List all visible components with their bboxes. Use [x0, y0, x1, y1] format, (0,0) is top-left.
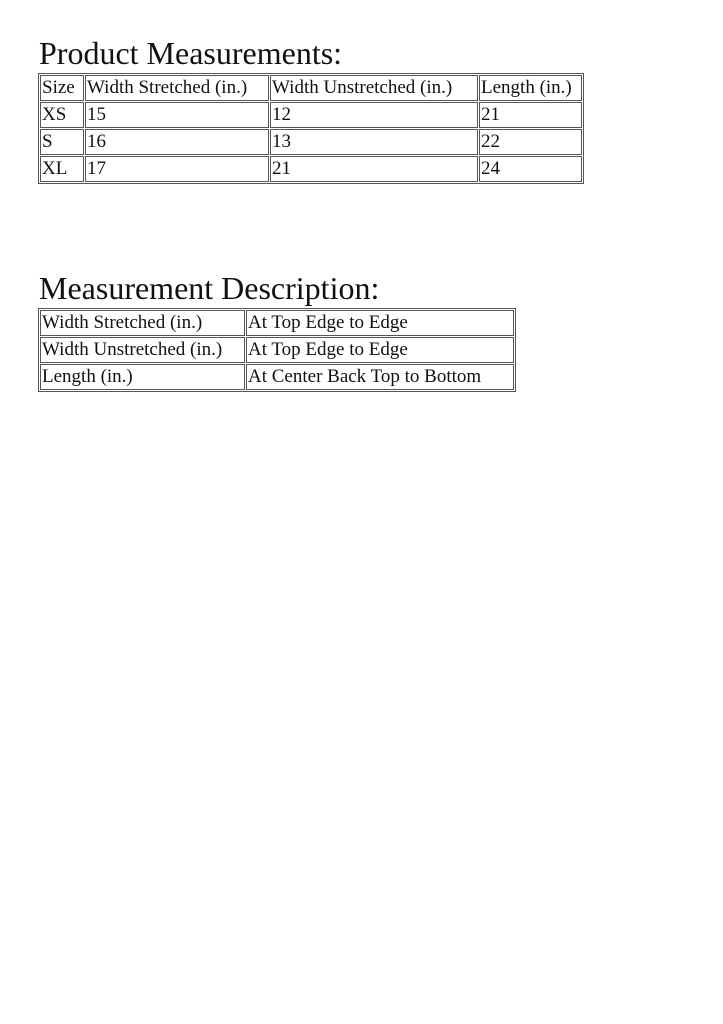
size-cell: XS: [40, 102, 84, 128]
measurement-location-cell: At Center Back Top to Bottom: [246, 364, 514, 390]
product-measurements-heading: Product Measurements:: [39, 35, 343, 71]
table-row: [40, 156, 582, 182]
measurement-location-cell: At Top Edge to Edge: [246, 337, 514, 363]
header-cell-size: Size: [40, 75, 84, 101]
measurement-description-heading: Measurement Description:: [39, 270, 380, 306]
size-cell: S: [40, 129, 84, 155]
width-stretched-cell: 15: [85, 102, 269, 128]
measurement-name-cell: Length (in.): [40, 364, 245, 390]
length-cell: 24: [479, 156, 582, 182]
measurement-name-cell: Width Stretched (in.): [40, 310, 245, 336]
table-header-row: [40, 75, 582, 101]
width-unstretched-cell: 13: [270, 129, 478, 155]
width-unstretched-cell: 12: [270, 102, 478, 128]
product-measurements-table: [38, 73, 584, 184]
table-row: [40, 364, 514, 390]
table-row: [40, 310, 514, 336]
header-cell-width-unstretched: Width Unstretched (in.): [270, 75, 478, 101]
header-cell-width-stretched: Width Stretched (in.): [85, 75, 269, 101]
table-row: [40, 337, 514, 363]
length-cell: 22: [479, 129, 582, 155]
table-row: [40, 102, 582, 128]
width-unstretched-cell: 21: [270, 156, 478, 182]
header-cell-length: Length (in.): [479, 75, 582, 101]
width-stretched-cell: 16: [85, 129, 269, 155]
length-cell: 21: [479, 102, 582, 128]
table-row: [40, 129, 582, 155]
measurement-name-cell: Width Unstretched (in.): [40, 337, 245, 363]
measurement-location-cell: At Top Edge to Edge: [246, 310, 514, 336]
width-stretched-cell: 17: [85, 156, 269, 182]
measurement-description-table: [38, 308, 516, 392]
size-cell: XL: [40, 156, 84, 182]
